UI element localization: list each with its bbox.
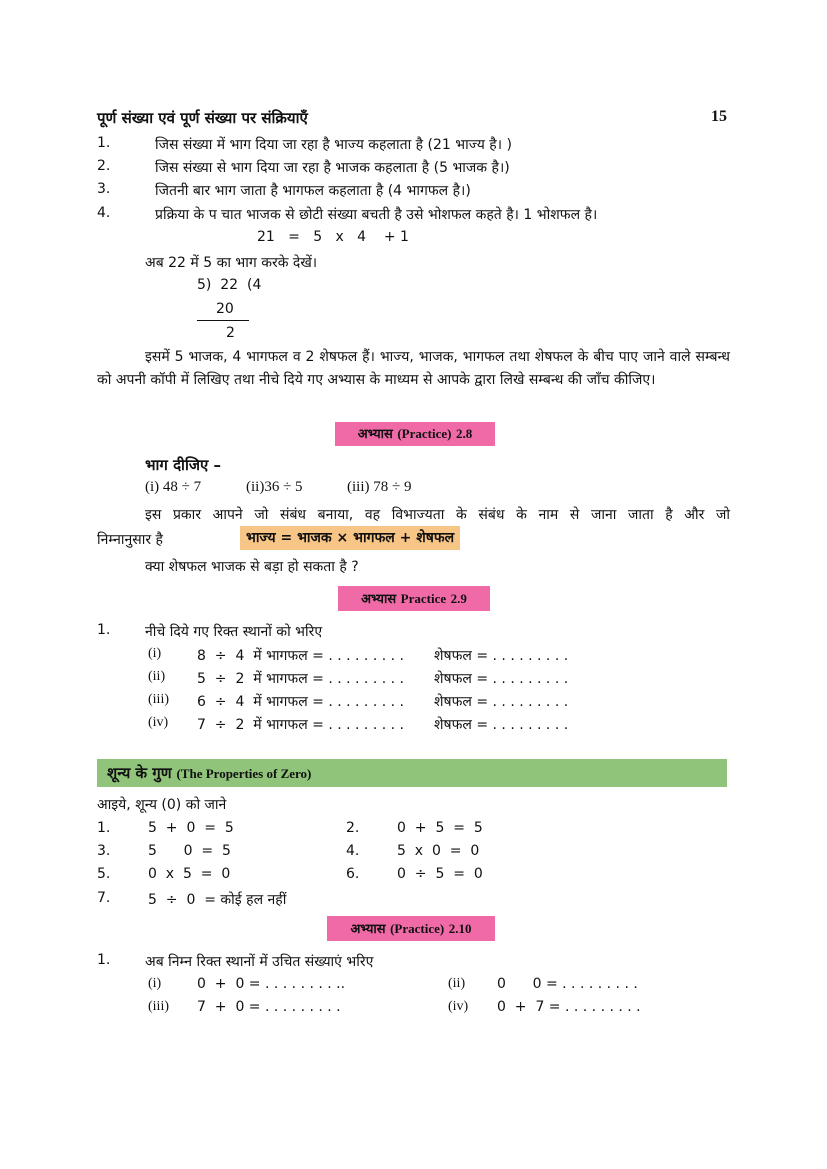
practice-label-hi: अभ्यास bbox=[361, 592, 397, 607]
page-number: 15 bbox=[711, 108, 727, 125]
exercise-label: (iii) bbox=[148, 999, 169, 1014]
division-step-2: 20 bbox=[216, 301, 234, 317]
zero-section-intro: आइये, शून्य (0) को जाने bbox=[97, 797, 227, 813]
relation-question: क्या शेषफल भाजक से बड़ा हो सकता है ? bbox=[145, 559, 359, 575]
practice-label-hi: अभ्यास bbox=[357, 427, 393, 442]
exercise-expression: 0 + 0 = . . . . . . . . .. bbox=[197, 976, 346, 992]
practice-label-en: (Practice) bbox=[390, 921, 445, 936]
property-expression: 5 0 = 5 bbox=[148, 843, 231, 859]
relation-text-continued: निम्नानुसार है bbox=[97, 532, 163, 548]
definition-number: 2. bbox=[97, 158, 111, 174]
exercise-remainder: शेषफल = . . . . . . . . . bbox=[434, 671, 569, 687]
property-number: 7. bbox=[97, 890, 111, 906]
division-formula: भाज्य = भाजक × भागफल + शेषफल bbox=[240, 526, 460, 550]
definition-number: 3. bbox=[97, 181, 111, 197]
question-number: 1. bbox=[97, 622, 111, 638]
explanation-paragraph: इसमें 5 भाजक, 4 भागफल व 2 शेषफल हैं। भाज्य, भाजक, भागफल तथा शेषफल के बीच पाए जाने वाले सम्बन्ध को अपनी कॉपी में लिखिए तथा नीचे दिये गए अभ्यास के माध्यम से आपके द्वारा लिखे सम्बन्ध की जाँच कीजिए। bbox=[97, 349, 730, 388]
example-intro: अब 22 में 5 का भाग करके देखें। bbox=[145, 255, 318, 271]
division-equation: 21 = 5 x 4 + 1 bbox=[257, 229, 409, 245]
relation-text: इस प्रकार आपने जो संबंध बनाया, वह विभाज्यता के संबंध के नाम से जाना जाता है और जो bbox=[145, 507, 730, 523]
exercise-label: (ii) bbox=[448, 976, 466, 991]
exercise-label: (ii) bbox=[148, 669, 166, 684]
question-number: 1. bbox=[97, 952, 111, 968]
question-instruction: अब निम्न रिक्त स्थानों में उचित संख्याएं भरिए bbox=[145, 954, 374, 970]
practice-2-8-badge bbox=[335, 422, 495, 446]
zero-section-title-en: (The Properties of Zero) bbox=[176, 766, 312, 781]
definition-text: जिस संख्या से भाग दिया जा रहा है भाजक कहलाता है (5 भाजक है।) bbox=[155, 160, 510, 176]
definition-text: प्रक्रिया के प चात भाजक से छोटी संख्या बचती है उसे भोशफल कहते है। 1 भोशफल है। bbox=[155, 207, 598, 223]
page-title: पूर्ण संख्या एवं पूर्ण संख्या पर संक्रियाएँ bbox=[97, 109, 308, 127]
definition-text: जितनी बार भाग जाता है भागफल कहलाता है (4 भागफल है।) bbox=[155, 183, 471, 199]
exercise-expression: 5 ÷ 2 में भागफल = . . . . . . . . . bbox=[197, 671, 404, 687]
exercise-expression: 6 ÷ 4 में भागफल = . . . . . . . . . bbox=[197, 694, 404, 710]
practice-item: (iii) 78 ÷ 9 bbox=[347, 479, 412, 495]
definition-number: 4. bbox=[97, 205, 111, 221]
exercise-remainder: शेषफल = . . . . . . . . . bbox=[434, 717, 569, 733]
property-expression: 5 + 0 = 5 bbox=[148, 820, 234, 836]
property-number: 5. bbox=[97, 866, 111, 882]
property-expression: 5 ÷ 0 = कोई हल नहीं bbox=[148, 892, 287, 908]
practice-label-en: (Practice) bbox=[397, 426, 452, 441]
practice-number: 2.9 bbox=[450, 591, 467, 606]
practice-2-9-badge bbox=[338, 586, 490, 611]
definition-number: 1. bbox=[97, 135, 111, 151]
exercise-label: (iv) bbox=[448, 999, 469, 1014]
practice-label-en: Practice bbox=[400, 591, 447, 606]
exercise-label: (i) bbox=[148, 976, 162, 991]
exercise-remainder: शेषफल = . . . . . . . . . bbox=[434, 648, 569, 664]
division-line bbox=[197, 320, 249, 321]
division-step-1: 5) 22 (4 bbox=[197, 277, 262, 293]
practice-label-hi: अभ्यास bbox=[350, 922, 386, 937]
property-number: 4. bbox=[346, 843, 360, 859]
exercise-label: (i) bbox=[148, 646, 162, 661]
practice-instruction: भाग दीजिए – bbox=[145, 456, 221, 474]
exercise-expression: 8 ÷ 4 में भागफल = . . . . . . . . . bbox=[197, 648, 404, 664]
property-number: 2. bbox=[346, 820, 360, 836]
property-expression: 5 x 0 = 0 bbox=[397, 843, 480, 859]
property-number: 6. bbox=[346, 866, 360, 882]
exercise-expression: 7 ÷ 2 में भागफल = . . . . . . . . . bbox=[197, 717, 404, 733]
definition-text: जिस संख्या में भाग दिया जा रहा है भाज्य कहलाता है (21 भाज्य है। ) bbox=[155, 137, 512, 153]
property-expression: 0 ÷ 5 = 0 bbox=[397, 866, 483, 882]
practice-number: 2.8 bbox=[455, 426, 473, 441]
property-number: 3. bbox=[97, 843, 111, 859]
property-number: 1. bbox=[97, 820, 111, 836]
exercise-expression: 0 + 7 = . . . . . . . . . bbox=[497, 999, 641, 1015]
property-expression: 0 x 5 = 0 bbox=[148, 866, 231, 882]
exercise-label: (iii) bbox=[148, 692, 169, 707]
division-remainder: 2 bbox=[226, 325, 235, 341]
exercise-remainder: शेषफल = . . . . . . . . . bbox=[434, 694, 569, 710]
exercise-expression: 0 0 = . . . . . . . . . bbox=[497, 976, 638, 992]
practice-number: 2.10 bbox=[448, 921, 472, 936]
practice-item: (ii)36 ÷ 5 bbox=[246, 479, 303, 495]
practice-2-10-badge bbox=[327, 916, 495, 941]
exercise-expression: 7 + 0 = . . . . . . . . . bbox=[197, 999, 341, 1015]
exercise-label: (iv) bbox=[148, 715, 169, 730]
zero-section-title-hi: शून्य के गुण bbox=[107, 764, 172, 782]
practice-item: (i) 48 ÷ 7 bbox=[145, 479, 202, 495]
question-instruction: नीचे दिये गए रिक्त स्थानों को भरिए bbox=[145, 624, 323, 640]
zero-section-header bbox=[97, 759, 727, 787]
property-expression: 0 + 5 = 5 bbox=[397, 820, 483, 836]
